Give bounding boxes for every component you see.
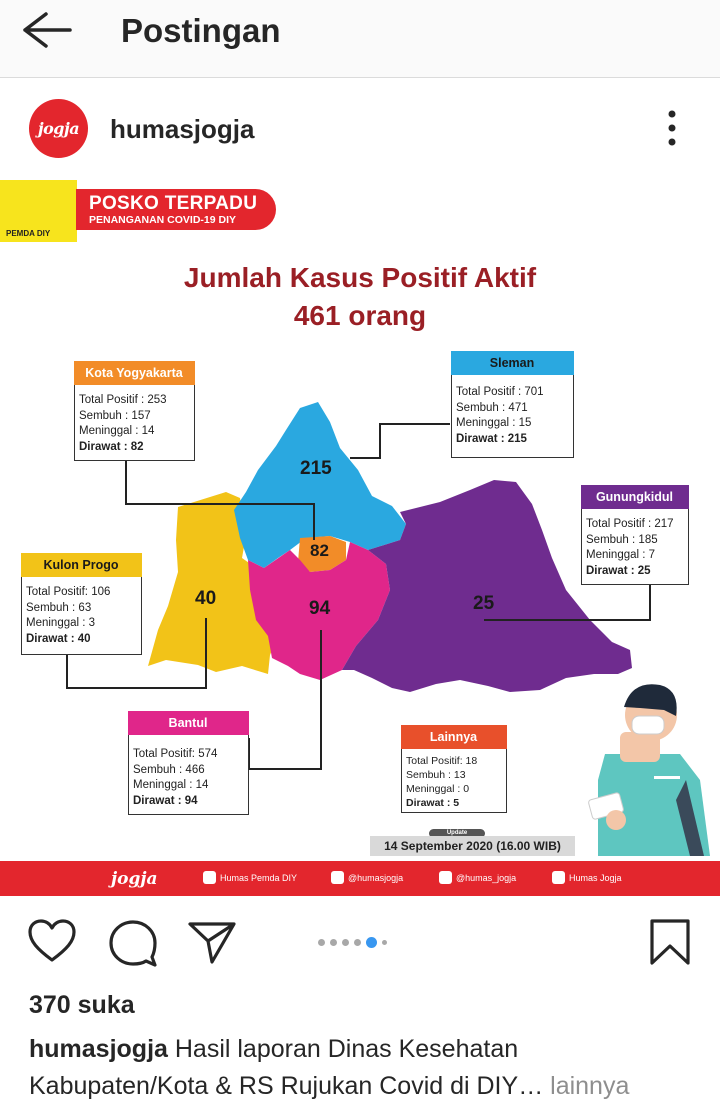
carousel-dot xyxy=(318,939,325,946)
info-row-sembuh: Sembuh : 466 xyxy=(133,763,205,776)
info-row-dirawat: Dirawat : 215 xyxy=(456,432,527,445)
info-row-sembuh: Sembuh : 63 xyxy=(26,601,92,614)
info-box-title: Kulon Progo xyxy=(21,553,142,577)
infographic-headline: Jumlah Kasus Positif Aktif xyxy=(183,262,537,293)
info-row-total: Total Positif: 106 xyxy=(26,586,111,598)
post-username[interactable]: humasjogja xyxy=(110,114,255,144)
comment-icon[interactable] xyxy=(108,919,158,972)
info-row-meninggal: Meninggal : 14 xyxy=(133,779,209,791)
info-row-total: Total Positif : 217 xyxy=(586,518,674,530)
page-title: Postingan xyxy=(121,12,281,49)
infographic-footer xyxy=(0,861,720,896)
info-row-meninggal: Meninggal : 0 xyxy=(406,783,470,795)
posko-subtitle: PENANGANAN COVID-19 DIY xyxy=(89,214,237,226)
update-tag: Update xyxy=(429,829,485,838)
info-row-sembuh: Sembuh : 13 xyxy=(406,769,466,781)
nurse-illustration xyxy=(588,684,710,856)
info-row-total: Total Positif : 701 xyxy=(456,386,544,398)
info-box-kulon-progo xyxy=(21,553,142,655)
map-number-bantul: 94 xyxy=(309,598,331,619)
post-caption xyxy=(29,1031,699,1103)
carousel-dot xyxy=(330,939,337,946)
info-row-dirawat: Dirawat : 5 xyxy=(406,797,460,809)
footer-instagram-label: @humasjogja xyxy=(348,872,404,883)
info-row-dirawat: Dirawat : 82 xyxy=(79,440,144,453)
info-row-dirawat: Dirawat : 25 xyxy=(586,564,651,577)
map-number-kota: 82 xyxy=(310,541,329,560)
pemda-label: PEMDA DIY xyxy=(6,229,51,238)
footer-instagram xyxy=(331,872,403,885)
update-date: 14 September 2020 (16.00 WIB) xyxy=(370,836,575,856)
info-row-sembuh: Sembuh : 157 xyxy=(79,409,151,422)
info-box-title: Kota Yogyakarta xyxy=(74,361,195,385)
footer-jogja-logo: jogja xyxy=(111,869,158,889)
app-bar xyxy=(0,0,720,78)
map-number-kulon-progo: 40 xyxy=(195,588,217,609)
info-box-kota-yogyakarta xyxy=(74,361,195,461)
info-box-title: Gunungkidul xyxy=(581,485,689,509)
footer-twitter-label: @humas_jogja xyxy=(456,872,517,883)
post-header xyxy=(0,78,720,180)
more-options-icon[interactable] xyxy=(655,108,689,148)
info-box-title: Bantul xyxy=(128,711,249,735)
map-number-gunungkidul: 25 xyxy=(473,593,495,614)
bookmark-icon[interactable] xyxy=(648,918,692,971)
posko-banner xyxy=(76,189,276,230)
info-box-gunungkidul xyxy=(581,485,689,585)
avatar-logo-text: jogja xyxy=(37,118,80,138)
carousel-dot-active xyxy=(366,937,377,948)
info-box-sleman xyxy=(451,351,574,458)
carousel-dot xyxy=(342,939,349,946)
like-heart-icon[interactable] xyxy=(27,918,77,969)
footer-youtube-label: Humas Jogja xyxy=(569,872,622,883)
post-actions xyxy=(0,896,720,986)
youtube-icon xyxy=(552,871,565,884)
footer-facebook xyxy=(203,872,297,885)
caption-more-link[interactable]: lainnya xyxy=(543,1072,630,1100)
info-box-lainnya xyxy=(401,725,507,813)
post-image[interactable] xyxy=(0,180,720,896)
carousel-dot xyxy=(382,940,387,945)
info-row-total: Total Positif: 18 xyxy=(406,755,478,767)
info-row-meninggal: Meninggal : 15 xyxy=(456,417,532,429)
info-row-meninggal: Meninggal : 3 xyxy=(26,617,96,629)
info-row-meninggal: Meninggal : 14 xyxy=(79,425,155,437)
info-box-bantul xyxy=(128,711,249,815)
info-row-total: Total Positif: 574 xyxy=(133,748,218,760)
footer-youtube xyxy=(552,872,622,885)
like-count[interactable]: 370 suka xyxy=(29,991,135,1019)
footer-twitter xyxy=(439,872,516,885)
info-box-title: Lainnya xyxy=(401,725,507,749)
map-number-sleman: 215 xyxy=(300,458,332,479)
pemda-badge xyxy=(0,180,77,242)
facebook-icon xyxy=(203,871,216,884)
infographic-total: 461 orang xyxy=(293,300,427,331)
info-row-meninggal: Meninggal : 7 xyxy=(586,549,656,561)
twitter-icon xyxy=(439,871,452,884)
info-row-sembuh: Sembuh : 185 xyxy=(586,533,658,546)
info-row-sembuh: Sembuh : 471 xyxy=(456,401,528,414)
carousel-indicator xyxy=(318,936,387,948)
share-send-icon[interactable] xyxy=(187,919,237,970)
caption-ellipsis: … xyxy=(518,1072,544,1100)
avatar[interactable] xyxy=(29,99,88,158)
instagram-icon xyxy=(331,871,344,884)
info-row-total: Total Positif : 253 xyxy=(79,394,167,406)
caption-text: Hasil laporan Dinas Kesehatan Kabupaten/Kota & RS Rujukan Covid di DIY xyxy=(29,1035,519,1100)
info-row-dirawat: Dirawat : 40 xyxy=(26,632,91,645)
info-row-dirawat: Dirawat : 94 xyxy=(133,794,198,807)
posko-title: POSKO TERPADU xyxy=(89,193,258,214)
carousel-dot xyxy=(354,939,361,946)
caption-username[interactable]: humasjogja xyxy=(29,1035,168,1063)
info-box-title: Sleman xyxy=(451,351,574,375)
back-arrow-icon[interactable] xyxy=(18,10,78,50)
footer-facebook-label: Humas Pemda DIY xyxy=(220,872,298,883)
